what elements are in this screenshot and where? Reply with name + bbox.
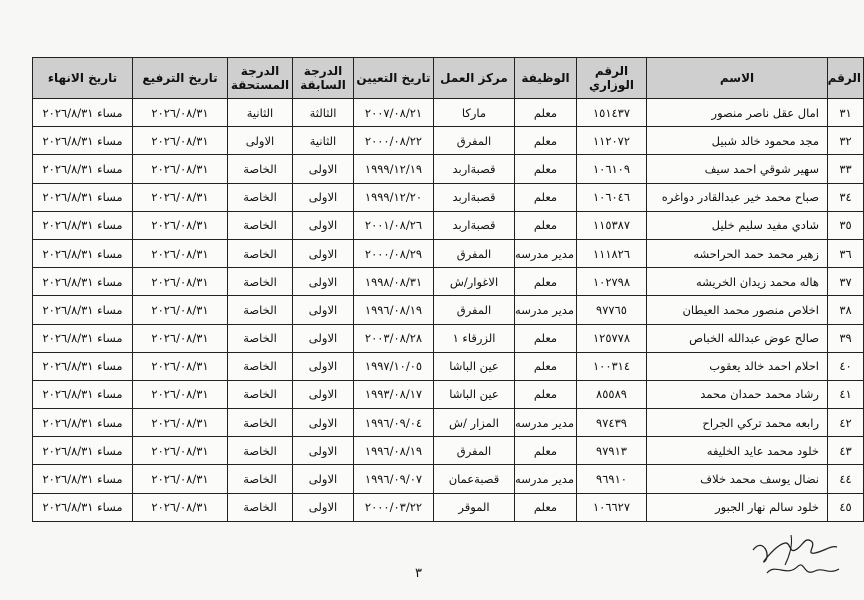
cell-previous-grade: الاولى — [293, 352, 354, 380]
cell-promotion-date: ٢٠٢٦/٠٨/٣١ — [133, 155, 228, 183]
cell-work-center: المفرق — [434, 127, 515, 155]
header-work-center: مركز العمل — [434, 58, 515, 99]
cell-promotion-date: ٢٠٢٦/٠٨/٣١ — [133, 324, 228, 352]
cell-name: احلام احمد خالد يعقوب — [647, 352, 828, 380]
cell-promotion-date: ٢٠٢٦/٠٨/٣١ — [133, 437, 228, 465]
cell-ministry-number: ١٠٦٦٢٧ — [577, 493, 647, 521]
table-row — [33, 155, 864, 183]
table-row — [33, 183, 864, 211]
cell-end-date: مساء ٢٠٢٦/٨/٣١ — [33, 437, 133, 465]
cell-due-grade: الخاصة — [228, 211, 293, 239]
cell-work-center: المزار /ش — [434, 409, 515, 437]
cell-end-date: مساء ٢٠٢٦/٨/٣١ — [33, 99, 133, 127]
cell-ministry-number: ١١٥٣٨٧ — [577, 211, 647, 239]
cell-serial: ٤١ — [828, 380, 864, 408]
cell-work-center: الموقر — [434, 493, 515, 521]
cell-end-date: مساء ٢٠٢٦/٨/٣١ — [33, 296, 133, 324]
cell-name: اخلاص منصور محمد العيطان — [647, 296, 828, 324]
cell-serial: ٣٥ — [828, 211, 864, 239]
cell-serial: ٣٧ — [828, 268, 864, 296]
cell-ministry-number: ١٠٦٠٤٦ — [577, 183, 647, 211]
cell-end-date: مساء ٢٠٢٦/٨/٣١ — [33, 493, 133, 521]
cell-name: رابعه محمد تركي الجراح — [647, 409, 828, 437]
cell-previous-grade: الاولى — [293, 211, 354, 239]
cell-job: معلم — [515, 352, 577, 380]
cell-appointment-date: ٢٠٠١/٠٨/٢٦ — [354, 211, 434, 239]
cell-end-date: مساء ٢٠٢٦/٨/٣١ — [33, 268, 133, 296]
cell-name: شادي مفيد سليم خليل — [647, 211, 828, 239]
cell-end-date: مساء ٢٠٢٦/٨/٣١ — [33, 352, 133, 380]
cell-serial: ٣٣ — [828, 155, 864, 183]
cell-due-grade: الخاصة — [228, 352, 293, 380]
cell-end-date: مساء ٢٠٢٦/٨/٣١ — [33, 127, 133, 155]
table-row — [33, 324, 864, 352]
table-row — [33, 437, 864, 465]
cell-previous-grade: الاولى — [293, 239, 354, 267]
cell-ministry-number: ١١٢٠٧٢ — [577, 127, 647, 155]
cell-due-grade: الخاصة — [228, 409, 293, 437]
cell-ministry-number: ٨٥٥٨٩ — [577, 380, 647, 408]
table-row — [33, 352, 864, 380]
cell-job: معلم — [515, 155, 577, 183]
cell-due-grade: الخاصة — [228, 239, 293, 267]
cell-end-date: مساء ٢٠٢٦/٨/٣١ — [33, 183, 133, 211]
cell-end-date: مساء ٢٠٢٦/٨/٣١ — [33, 155, 133, 183]
cell-previous-grade: الاولى — [293, 155, 354, 183]
cell-ministry-number: ١٢٥٧٧٨ — [577, 324, 647, 352]
header-promotion-date: تاريخ الترفيع — [133, 58, 228, 99]
page-number: ٣ — [415, 566, 422, 581]
cell-promotion-date: ٢٠٢٦/٠٨/٣١ — [133, 239, 228, 267]
cell-work-center: قصبةاربد — [434, 155, 515, 183]
cell-previous-grade: الاولى — [293, 324, 354, 352]
cell-name: صباح محمد خير عبدالقادر دواغره — [647, 183, 828, 211]
cell-serial: ٤٤ — [828, 465, 864, 493]
cell-promotion-date: ٢٠٢٦/٠٨/٣١ — [133, 409, 228, 437]
cell-job: معلم — [515, 268, 577, 296]
table-row — [33, 239, 864, 267]
header-serial: الرقم — [828, 58, 864, 99]
cell-previous-grade: الاولى — [293, 493, 354, 521]
cell-serial: ٤٢ — [828, 409, 864, 437]
cell-work-center: الزرقاء ١ — [434, 324, 515, 352]
cell-promotion-date: ٢٠٢٦/٠٨/٣١ — [133, 211, 228, 239]
header-previous-grade: الدرجة السابقة — [293, 58, 354, 99]
cell-ministry-number: ٩٧٧٦٥ — [577, 296, 647, 324]
cell-job: معلم — [515, 99, 577, 127]
cell-appointment-date: ١٩٩٦/٠٨/١٩ — [354, 437, 434, 465]
cell-end-date: مساء ٢٠٢٦/٨/٣١ — [33, 465, 133, 493]
table-row — [33, 127, 864, 155]
cell-previous-grade: الثانية — [293, 127, 354, 155]
cell-ministry-number: ٩٧٤٣٩ — [577, 409, 647, 437]
cell-work-center: المفرق — [434, 296, 515, 324]
cell-appointment-date: ١٩٩٦/٠٩/٠٤ — [354, 409, 434, 437]
cell-job: مدير مدرسه — [515, 409, 577, 437]
cell-appointment-date: ١٩٩٩/١٢/٢٠ — [354, 183, 434, 211]
cell-work-center: عين الباشا — [434, 380, 515, 408]
cell-end-date: مساء ٢٠٢٦/٨/٣١ — [33, 239, 133, 267]
cell-work-center: المفرق — [434, 239, 515, 267]
cell-name: نضال يوسف محمد خلاف — [647, 465, 828, 493]
table-row — [33, 493, 864, 521]
table-row — [33, 465, 864, 493]
cell-appointment-date: ١٩٩٧/١٠/٠٥ — [354, 352, 434, 380]
cell-name: هاله محمد زيدان الخريشه — [647, 268, 828, 296]
cell-appointment-date: ٢٠٠٠/٠٨/٢٢ — [354, 127, 434, 155]
cell-promotion-date: ٢٠٢٦/٠٨/٣١ — [133, 268, 228, 296]
cell-due-grade: الثانية — [228, 99, 293, 127]
document-sheet — [32, 57, 861, 522]
cell-end-date: مساء ٢٠٢٦/٨/٣١ — [33, 211, 133, 239]
cell-job: معلم — [515, 183, 577, 211]
cell-work-center: عين الباشا — [434, 352, 515, 380]
cell-serial: ٣٢ — [828, 127, 864, 155]
table-row — [33, 409, 864, 437]
cell-ministry-number: ٩٦٩١٠ — [577, 465, 647, 493]
cell-previous-grade: الاولى — [293, 437, 354, 465]
cell-job: مدير مدرسه — [515, 296, 577, 324]
cell-job: معلم — [515, 324, 577, 352]
cell-promotion-date: ٢٠٢٦/٠٨/٣١ — [133, 183, 228, 211]
header-name: الاسم — [647, 58, 828, 99]
table-header-row — [33, 58, 864, 99]
cell-job: معلم — [515, 437, 577, 465]
cell-due-grade: الخاصة — [228, 493, 293, 521]
handwritten-signature — [745, 515, 845, 590]
employee-promotion-table — [32, 57, 864, 522]
cell-name: صالح عوض عبدالله الخباص — [647, 324, 828, 352]
cell-previous-grade: الاولى — [293, 268, 354, 296]
cell-job: معلم — [515, 380, 577, 408]
cell-due-grade: الخاصة — [228, 155, 293, 183]
cell-due-grade: الاولى — [228, 127, 293, 155]
cell-due-grade: الخاصة — [228, 437, 293, 465]
cell-name: امال عقل ناصر منصور — [647, 99, 828, 127]
cell-work-center: الاغوار/ش — [434, 268, 515, 296]
cell-name: رشاد محمد حمدان محمد — [647, 380, 828, 408]
cell-name: زهير محمد حمد الحراحشه — [647, 239, 828, 267]
header-appointment-date: تاريخ التعيين — [354, 58, 434, 99]
table-row — [33, 296, 864, 324]
cell-previous-grade: الاولى — [293, 409, 354, 437]
cell-promotion-date: ٢٠٢٦/٠٨/٣١ — [133, 465, 228, 493]
cell-work-center: قصبةعمان — [434, 465, 515, 493]
cell-promotion-date: ٢٠٢٦/٠٨/٣١ — [133, 380, 228, 408]
cell-serial: ٤٣ — [828, 437, 864, 465]
cell-appointment-date: ١٩٩٦/٠٩/٠٧ — [354, 465, 434, 493]
table-row — [33, 99, 864, 127]
cell-name: خلود محمد عايد الخليفه — [647, 437, 828, 465]
cell-promotion-date: ٢٠٢٦/٠٨/٣١ — [133, 352, 228, 380]
cell-appointment-date: ١٩٩٦/٠٨/١٩ — [354, 296, 434, 324]
cell-previous-grade: الاولى — [293, 183, 354, 211]
cell-job: معلم — [515, 493, 577, 521]
cell-due-grade: الخاصة — [228, 268, 293, 296]
cell-due-grade: الخاصة — [228, 465, 293, 493]
cell-work-center: المفرق — [434, 437, 515, 465]
cell-serial: ٣٤ — [828, 183, 864, 211]
cell-ministry-number: ٩٧٩١٣ — [577, 437, 647, 465]
cell-ministry-number: ١٥١٤٣٧ — [577, 99, 647, 127]
header-ministry-number: الرقم الوزاري — [577, 58, 647, 99]
cell-serial: ٣٩ — [828, 324, 864, 352]
cell-end-date: مساء ٢٠٢٦/٨/٣١ — [33, 380, 133, 408]
cell-serial: ٣١ — [828, 99, 864, 127]
header-end-date: تاريخ الانهاء — [33, 58, 133, 99]
cell-appointment-date: ٢٠٠٠/٠٨/٢٩ — [354, 239, 434, 267]
cell-due-grade: الخاصة — [228, 380, 293, 408]
cell-ministry-number: ١١١٨٢٦ — [577, 239, 647, 267]
cell-ministry-number: ١٠٦١٠٩ — [577, 155, 647, 183]
cell-name: خلود سالم نهار الجبور — [647, 493, 828, 521]
cell-promotion-date: ٢٠٢٦/٠٨/٣١ — [133, 127, 228, 155]
cell-job: مدير مدرسه — [515, 239, 577, 267]
table-row — [33, 268, 864, 296]
header-due-grade: الدرجة المستحقة — [228, 58, 293, 99]
cell-previous-grade: الثالثة — [293, 99, 354, 127]
cell-end-date: مساء ٢٠٢٦/٨/٣١ — [33, 324, 133, 352]
cell-appointment-date: ١٩٩٨/٠٨/٣١ — [354, 268, 434, 296]
cell-due-grade: الخاصة — [228, 324, 293, 352]
cell-due-grade: الخاصة — [228, 183, 293, 211]
cell-work-center: ماركا — [434, 99, 515, 127]
header-job: الوظيفة — [515, 58, 577, 99]
cell-serial: ٤٠ — [828, 352, 864, 380]
cell-appointment-date: ١٩٩٣/٠٨/١٧ — [354, 380, 434, 408]
cell-serial: ٣٨ — [828, 296, 864, 324]
cell-job: معلم — [515, 211, 577, 239]
cell-appointment-date: ٢٠٠٠/٠٣/٢٢ — [354, 493, 434, 521]
cell-work-center: قصبةاربد — [434, 211, 515, 239]
cell-name: سهير شوقي احمد سيف — [647, 155, 828, 183]
cell-appointment-date: ٢٠٠٧/٠٨/٢١ — [354, 99, 434, 127]
cell-job: مدير مدرسه — [515, 465, 577, 493]
cell-promotion-date: ٢٠٢٦/٠٨/٣١ — [133, 99, 228, 127]
cell-serial: ٤٥ — [828, 493, 864, 521]
cell-end-date: مساء ٢٠٢٦/٨/٣١ — [33, 409, 133, 437]
cell-appointment-date: ١٩٩٩/١٢/١٩ — [354, 155, 434, 183]
cell-due-grade: الخاصة — [228, 296, 293, 324]
cell-job: معلم — [515, 127, 577, 155]
cell-previous-grade: الاولى — [293, 465, 354, 493]
table-body — [33, 99, 864, 522]
cell-promotion-date: ٢٠٢٦/٠٨/٣١ — [133, 296, 228, 324]
cell-previous-grade: الاولى — [293, 380, 354, 408]
cell-ministry-number: ١٠٢٧٩٨ — [577, 268, 647, 296]
cell-name: مجد محمود خالد شبيل — [647, 127, 828, 155]
cell-serial: ٣٦ — [828, 239, 864, 267]
cell-appointment-date: ٢٠٠٣/٠٨/٢٨ — [354, 324, 434, 352]
cell-ministry-number: ١٠٠٣١٤ — [577, 352, 647, 380]
cell-promotion-date: ٢٠٢٦/٠٨/٣١ — [133, 493, 228, 521]
cell-previous-grade: الاولى — [293, 296, 354, 324]
table-row — [33, 380, 864, 408]
cell-work-center: قصبةاربد — [434, 183, 515, 211]
table-row — [33, 211, 864, 239]
